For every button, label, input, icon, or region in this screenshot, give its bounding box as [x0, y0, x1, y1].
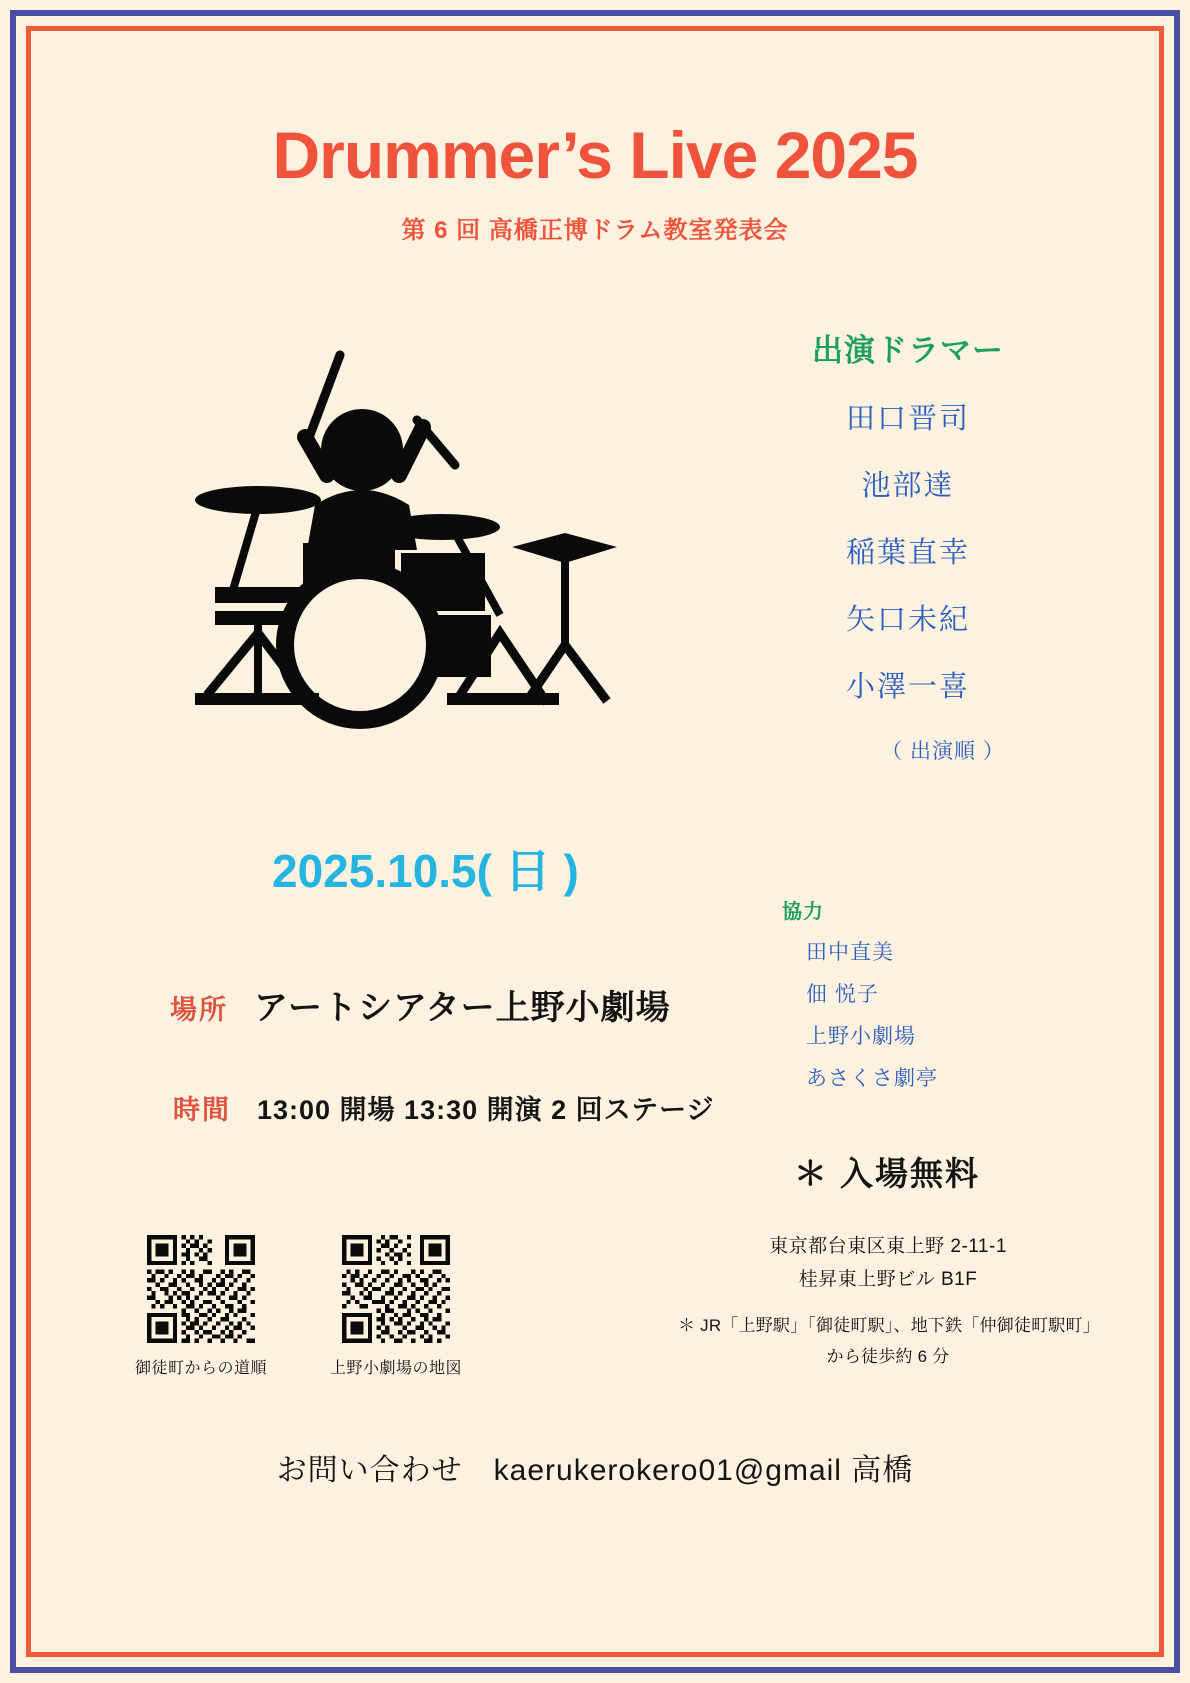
- venue-label: 場所: [170, 995, 228, 1025]
- access-note-1: ＊ JR「上野駅」「御徒町駅」、地下鉄「仲御徒町駅町」: [678, 1315, 1100, 1335]
- support-item: 田中直美: [806, 941, 894, 964]
- performers-heading: 出演ドラマー: [812, 333, 1004, 368]
- venue-value: アートシアター上野小劇場: [254, 989, 671, 1027]
- page-title: Drummer’s Live 2025: [272, 118, 918, 192]
- support-item: 佃 悦子: [806, 983, 879, 1006]
- venue-row: [170, 980, 671, 1029]
- free-admission-note: ＊ 入場無料: [793, 1155, 980, 1192]
- support-item: 上野小劇場: [806, 1025, 916, 1048]
- qr-code-icon: [342, 1235, 450, 1343]
- qr-caption: 上野小劇場の地図: [330, 1360, 463, 1377]
- qr-block-directions: [135, 1235, 267, 1378]
- support-item: あさくさ劇亭: [806, 1067, 938, 1090]
- performer-name: 稲葉直幸: [845, 537, 970, 569]
- poster-content: [40, 40, 1150, 1643]
- drummer-illustration: [155, 315, 655, 745]
- performers-order-note: （ 出演順 ）: [881, 740, 1005, 763]
- qr-code-icon: [147, 1235, 255, 1343]
- contact-line: お問い合わせ kaerukerokero01@gmail 高橋: [276, 1454, 914, 1487]
- access-note-2: から徒歩約 6 分: [826, 1347, 950, 1367]
- event-date: 2025.10.5( 日 ): [272, 845, 579, 897]
- performer-name: 池部達: [861, 470, 955, 502]
- address-line-2: 桂昇東上野ビル B1F: [798, 1269, 978, 1291]
- performer-name: 小澤一喜: [845, 671, 970, 703]
- address-block: [678, 1230, 1098, 1372]
- performers-section: [738, 325, 1078, 765]
- support-heading: 協力: [782, 901, 824, 923]
- address-line-1: 東京都台東区東上野 2-11-1: [769, 1236, 1007, 1257]
- time-row: [173, 1088, 715, 1127]
- time-value: 13:00 開場 13:30 開演 2 回ステージ: [257, 1095, 715, 1125]
- drummer-icon: [155, 315, 655, 745]
- support-section: [782, 895, 1002, 1092]
- performer-name: 田口晋司: [845, 403, 970, 435]
- performer-name: 矢口未紀: [845, 604, 970, 636]
- qr-block-map: [330, 1235, 462, 1378]
- qr-caption: 御徒町からの道順: [135, 1360, 268, 1377]
- page-subtitle: 第 6 回 高橋正博ドラム教室発表会: [401, 217, 789, 244]
- time-label: 時間: [173, 1095, 231, 1125]
